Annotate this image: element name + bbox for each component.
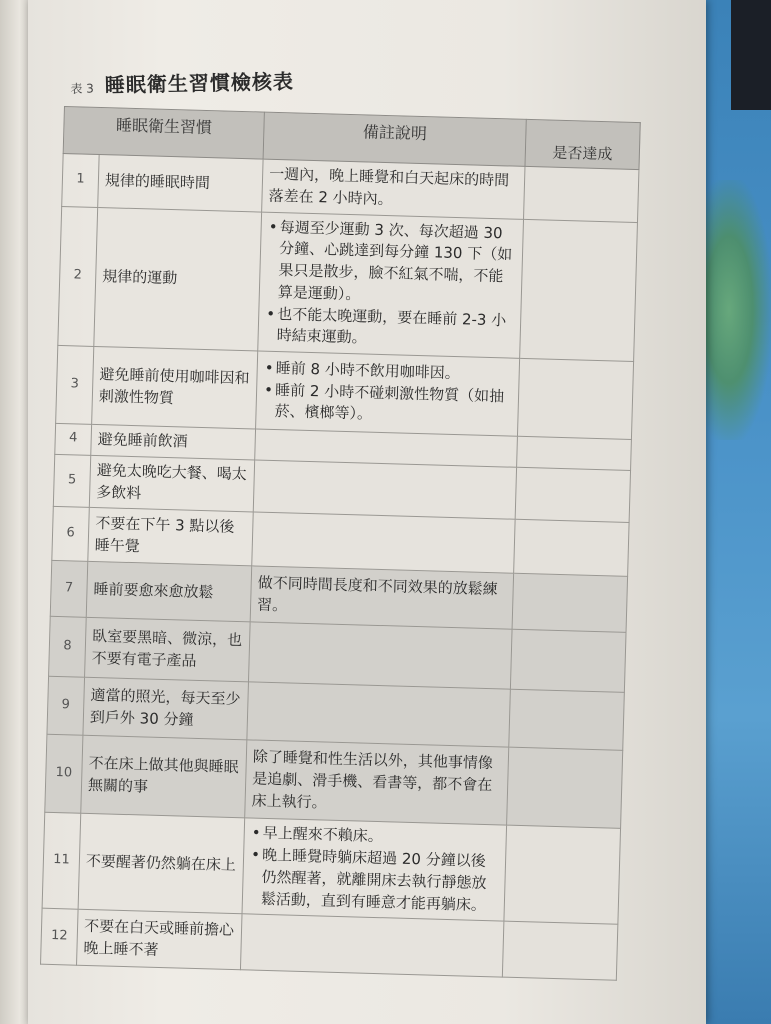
habit-cell: 不要醒著仍然躺在床上 [78,813,245,914]
habit-cell: 臥室要黑暗、微涼，也不要有電子產品 [85,618,251,683]
achieved-checkbox-cell[interactable] [514,520,629,577]
row-number: 12 [41,908,79,965]
habit-cell: 規律的運動 [94,207,262,351]
achieved-checkbox-cell[interactable] [507,747,623,828]
sleep-hygiene-checklist-table [40,106,641,981]
note-cell: 一週內，晚上睡覺和白天起床的時間落差在 2 小時內。 [262,159,525,219]
habit-cell: 避免睡前飲酒 [91,424,256,459]
row-number: 10 [45,735,83,814]
header-check: 是否達成 [525,119,640,169]
row-number: 5 [53,454,90,507]
achieved-checkbox-cell[interactable] [517,436,632,470]
note-cell [247,682,511,747]
achieved-checkbox-cell[interactable] [517,358,633,439]
note-bullet-item: • 睡前 8 小時不飲用咖啡因。 [275,358,513,386]
table-number-label: 表 3 [70,81,94,96]
row-number: 11 [42,812,81,909]
note-bullet-item: • 晚上睡覺時躺床超過 20 分鐘以後仍然醒著，就離開床去執行靜態放鬆活動，直到有睡意才能再躺床。 [261,845,500,917]
row-number: 8 [49,617,87,678]
dark-object-corner [731,0,771,110]
note-bullet-item: • 睡前 2 小時不碰刺激性物質（如抽菸、檳榔等）。 [274,380,512,430]
note-cell [252,512,515,573]
note-bullet-item: • 早上醒來不賴床。 [262,823,500,851]
note-cell [253,460,516,520]
row-number: 3 [56,345,94,424]
table-caption [70,65,294,99]
habit-cell: 規律的睡眠時間 [98,155,263,212]
row-number: 7 [50,561,88,618]
achieved-checkbox-cell[interactable] [510,629,626,692]
table-body [41,153,639,980]
table-row [58,206,638,362]
habit-cell: 避免太晚吃大餐、喝太多飲料 [89,455,254,512]
habit-cell: 不要在白天或睡前擔心晚上睡不著 [77,909,243,970]
table-row [42,812,620,924]
note-cell [258,212,524,359]
achieved-checkbox-cell[interactable] [509,689,625,750]
header-habit: 睡眠衛生習慣 [63,107,264,160]
habit-cell: 不要在下午 3 點以後睡午覺 [88,508,253,567]
note-cell [242,818,507,921]
row-number: 4 [55,423,92,455]
note-cell: 做不同時間長度和不同效果的放鬆練習。 [250,566,513,629]
left-page-edge [0,0,29,1024]
note-bullet-item: • 每週至少運動 3 次、每次超過 30 分鐘、心跳達到每分鐘 130 下（如果只是散步，臉不紅氣不喘，不能算是運動）。 [278,217,517,311]
achieved-checkbox-cell[interactable] [524,166,639,222]
note-bullet-list [249,823,500,917]
row-number: 9 [47,677,85,736]
note-bullet-list [262,358,513,430]
note-cell [256,351,520,436]
achieved-checkbox-cell[interactable] [504,825,621,924]
note-cell [240,914,503,977]
note-cell: 除了睡覺和性生活以外，其他事情像是追劇、滑手機、看書等，都不會在床上執行。 [245,740,509,825]
habit-cell: 睡前要愈來愈放鬆 [86,562,252,623]
habit-cell: 適當的照光，每天至少到戶外 30 分鐘 [83,678,249,741]
checklist-table-container [40,106,640,981]
habit-cell: 避免睡前使用咖啡因和刺激性物質 [92,346,258,429]
book-page [28,0,706,1024]
row-number: 1 [62,153,99,206]
table-title: 睡眠衛生習慣檢核表 [104,69,295,98]
note-bullet-list [264,216,517,353]
header-note: 備註說明 [263,112,526,166]
achieved-checkbox-cell[interactable] [502,921,618,980]
note-bullet-item: • 也不能太晚運動，要在睡前 2-3 小時結束運動。 [276,304,514,354]
habit-cell: 不在床上做其他與睡眠無關的事 [81,736,247,819]
row-number: 6 [52,507,89,562]
note-cell [249,622,513,689]
achieved-checkbox-cell[interactable] [520,219,638,362]
row-number: 2 [58,206,98,346]
achieved-checkbox-cell[interactable] [512,573,628,632]
achieved-checkbox-cell[interactable] [515,467,630,523]
